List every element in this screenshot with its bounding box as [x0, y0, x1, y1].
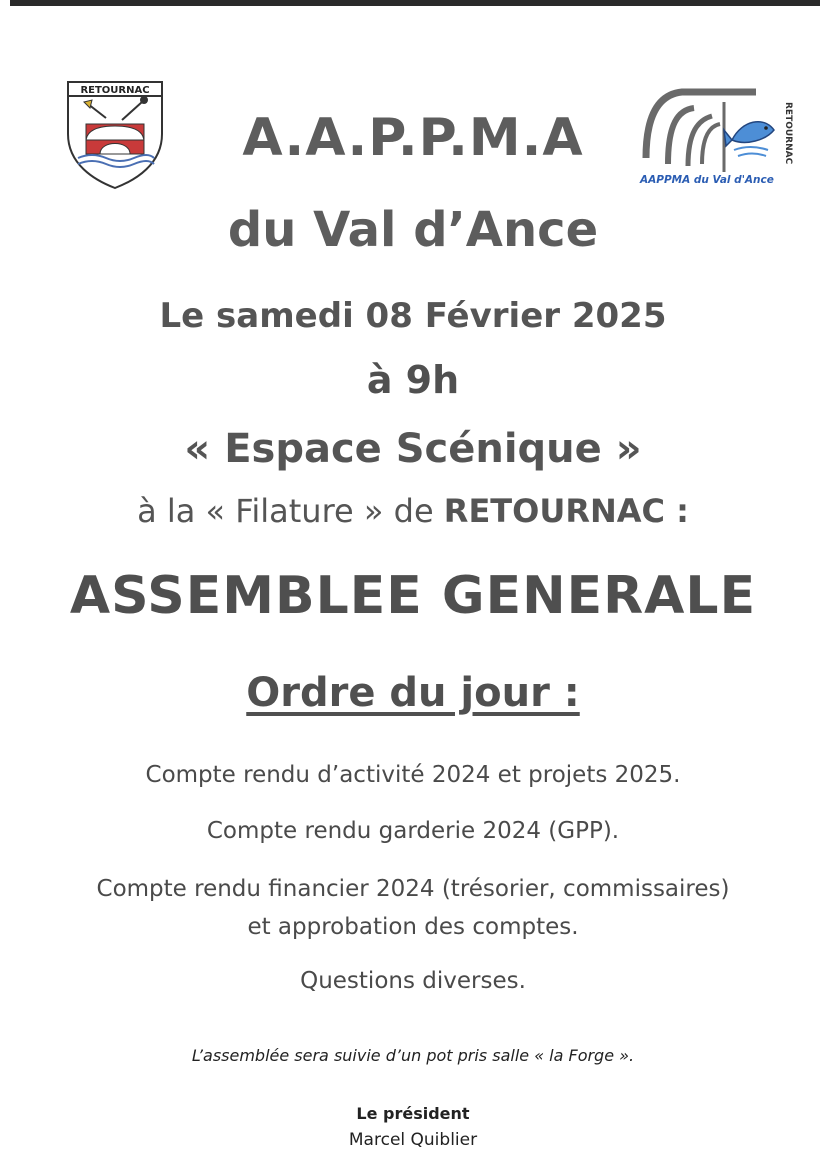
- crest-label: RETOURNAC: [80, 85, 150, 96]
- event-time: à 9h: [366, 358, 460, 402]
- agenda-item: Questions diverses.: [300, 968, 526, 994]
- association-subtitle: du Val d’Ance: [227, 202, 599, 258]
- event-venue: « Espace Scénique »: [184, 426, 642, 472]
- agenda-item-continued: et approbation des comptes.: [247, 914, 579, 940]
- agenda-title: Ordre du jour :: [246, 670, 580, 716]
- agenda-item: Compte rendu d’activité 2024 et projets 2025.: [145, 762, 681, 788]
- logo-vertical-text: RETOURNAC: [783, 102, 793, 165]
- agenda-item: Compte rendu financier 2024 (trésorier, commissaires): [96, 876, 730, 902]
- closing-note: L’assemblée sera suivie d’un pot pris salle « la Forge ».: [191, 1046, 635, 1065]
- event-location: [0, 492, 826, 530]
- location-town: RETOURNAC :: [443, 492, 689, 530]
- association-title: A.A.P.P.M.A: [242, 108, 584, 168]
- top-border: [10, 0, 820, 6]
- main-heading: ASSEMBLEE GENERALE: [69, 566, 757, 626]
- event-date: Le samedi 08 Février 2025: [159, 296, 667, 336]
- signature-name: Marcel Quiblier: [348, 1130, 478, 1150]
- location-prefix: à la « Filature » de: [137, 492, 444, 530]
- logo-caption: AAPPMA du Val d'Ance: [640, 174, 774, 186]
- signature-role: Le président: [356, 1104, 470, 1123]
- agenda-item: Compte rendu garderie 2024 (GPP).: [206, 818, 620, 844]
